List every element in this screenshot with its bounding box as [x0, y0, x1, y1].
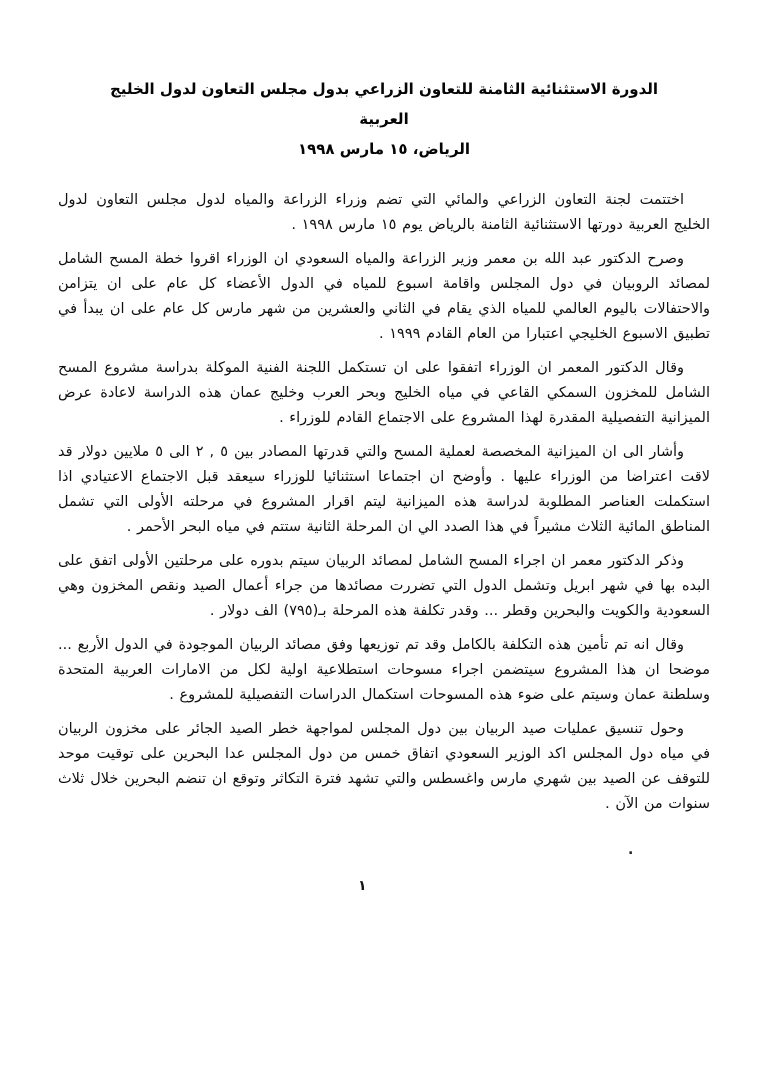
document-title: [88, 74, 680, 164]
title-line-2: الرياض، ١٥ مارس ١٩٩٨: [297, 140, 471, 158]
scan-artifact-dot: .: [628, 842, 634, 858]
page-number: ١: [358, 878, 367, 894]
document-content: [58, 74, 710, 826]
document-body: [58, 188, 710, 817]
paragraph-7: وحول تنسيق عمليات صيد الربيان بين دول المجلس لمواجهة خطر الصيد الجائر على مخزون الربيان في مياه دول المجلس اكد الوزير السعودي اتفاق خمس من دول المجلس عدا البحرين على توقيت موحد للتوقف عن الصيد بين شهري مارس واغسطس والتي تشهد فترة التكاثر وتوقع ان تنضم البحرين خلال ثلاث سنوات من الآن .: [58, 721, 710, 812]
paragraph-2: وصرح الدكتور عبد الله بن معمر وزير الزراعة والمياه السعودي ان الوزراء اقروا خطة المسح الشامل لمصائد الروبيان في دول المجلس واقامة اسبوع للمياه في الدول الأعضاء كل عام على ان يتزامن والاحتفالات باليوم العالمي للمياه الذي يقام في الثاني والعشرين من شهر مارس كل عام على ان يبدأ في تطبيق الاسبوع الخليجي اعتبارا من العام القادم ١٩٩٩ .: [58, 251, 710, 342]
paragraph-6: وقال انه تم تأمين هذه التكلفة بالكامل وقد تم توزيعها وفق مصائد الربيان الموجودة في الدول الأربع ... موضحا ان هذا المشروع سيتضمن اجراء مسوحات استطلاعية اولية لكل من الامارات العربية المتحدة وسلطنة عمان وسيتم على ضوء هذه المسوحات استكمال الدراسات التفصيلية للمشروع .: [58, 637, 710, 703]
paragraph-5: وذكر الدكتور معمر ان اجراء المسح الشامل لمصائد الربيان سيتم بدوره على مرحلتين الأولى اتفق على البده بها في شهر ابريل وتشمل الدول التي تضررت مصائدها من جراء أعمال الصيد ونقص المخزون وهي السعودية والكويت والبحرين وقطر ... وقدر تكلفة هذه المرحلة بـ(٧٩٥) الف دولار .: [58, 553, 710, 619]
title-line-1: الدورة الاستثنائية الثامنة للتعاون الزراعي بدول مجلس التعاون لدول الخليج العربية: [109, 80, 659, 128]
paragraph-1: اختتمت لجنة التعاون الزراعي والمائي التي تضم وزراء الزراعة والمياه لدول مجلس التعاون لدول الخليج العربية دورتها الاستثنائية الثامنة بالرياض يوم ١٥ مارس ١٩٩٨ .: [58, 192, 710, 233]
paragraph-4: وأشار الى ان الميزانية المخصصة لعملية المسح والتي قدرتها المصادر بين ٥ , ٢ الى ٥ ملايين دولار قد لاقت اعتراضا من الوزراء عليها . وأوضح ان اجتماعا استثنائيا للوزراء سيعقد قبل الاجتماع الاعتيادي اذا استكملت العناصر المطلوبة لدراسة هذه الميزانية ليتم اقرار المشروع في مرحلته الأولى التي تشمل المناطق المائية الثلاث مشيراً في هذا الصدد الي ان المرحلة الثانية ستتم في مياه البحر الأحمر .: [58, 444, 710, 535]
paragraph-3: وقال الدكتور المعمر ان الوزراء اتفقوا على ان تستكمل اللجنة الفنية الموكلة بدراسة مشروع المسح الشامل للمخزون السمكي القاعي في مياه الخليج وبحر العرب وخليج عمان هذه الدراسة لاعادة عرض الميزانية التفصيلية المقدرة لهذا المشروع على الاجتماع القادم للوزراء .: [58, 360, 710, 426]
